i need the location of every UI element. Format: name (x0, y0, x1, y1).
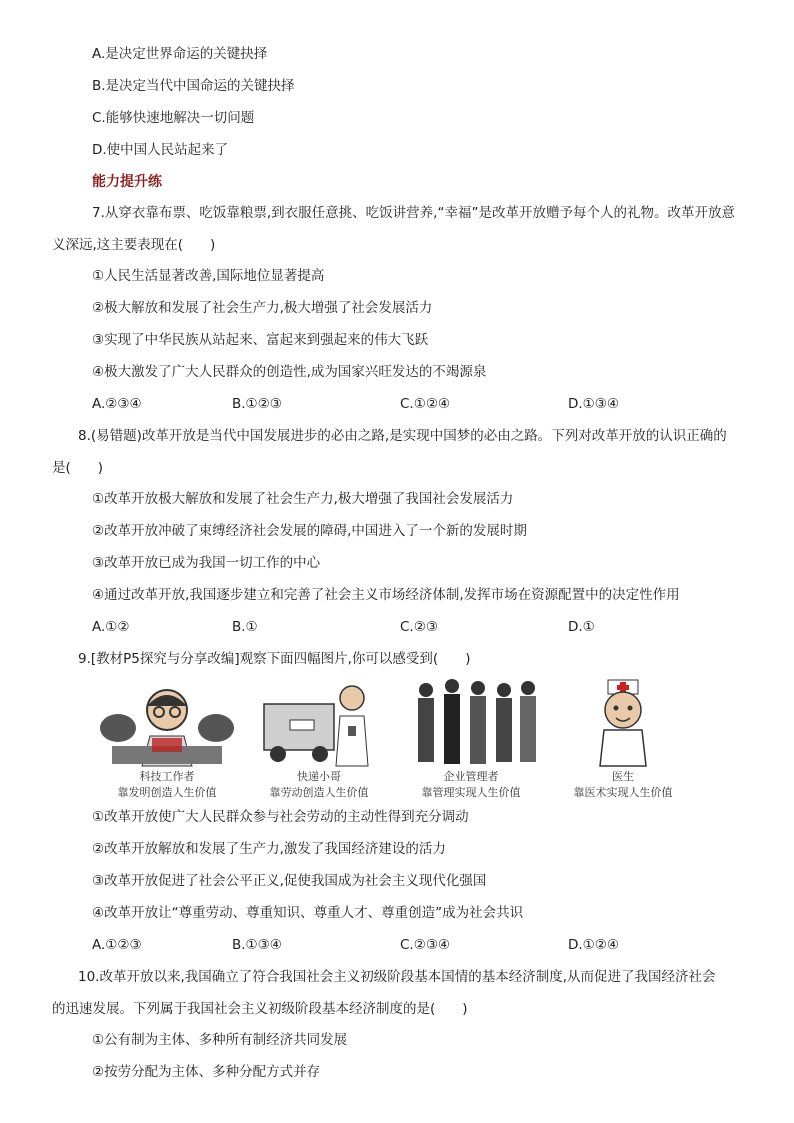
q10-stem-line2: 的迅速发展。下列属于我国社会主义初级阶段基本经济制度的是( ) (52, 1001, 468, 1017)
q8-choice-d: D.① (568, 619, 595, 635)
doctor-illustration (548, 676, 698, 768)
picture-scientist (92, 676, 242, 802)
q8-choice-a: A.①② (92, 619, 130, 635)
picture-scientist-caption: 靠发明创造人生价值 (117, 786, 217, 799)
courier-illustration (244, 676, 394, 768)
picture-courier (244, 676, 394, 802)
picture-scientist-title: 科技工作者 (139, 770, 195, 783)
picture-doctor (548, 676, 698, 802)
q7-choice-d: D.①③④ (568, 396, 619, 412)
q9-item-1: ①改革开放使广大人民群众参与社会劳动的主动性得到充分调动 (92, 809, 469, 825)
picture-managers (396, 676, 546, 802)
q7-choice-a: A.②③④ (92, 396, 142, 412)
q10-item-2: ②按劳分配为主体、多种分配方式并存 (92, 1064, 321, 1080)
q9-choice-a: A.①②③ (92, 937, 142, 953)
option-c: C.能够快速地解决一切问题 (92, 110, 255, 126)
managers-illustration (396, 676, 546, 768)
picture-courier-title: 快递小哥 (297, 770, 341, 783)
q9-choice-c: C.②③④ (400, 937, 451, 953)
q8-item-2: ②改革开放冲破了束缚经济社会发展的障碍,中国进入了一个新的发展时期 (92, 523, 527, 539)
q7-item-4: ④极大激发了广大人民群众的创造性,成为国家兴旺发达的不竭源泉 (92, 364, 487, 380)
q7-item-2: ②极大解放和发展了社会生产力,极大增强了社会发展活力 (92, 300, 433, 316)
q10-stem-line1: 10.改革开放以来,我国确立了符合我国社会主义初级阶段基本国情的基本经济制度,从而促进了我国经济社会 (78, 969, 716, 985)
q9-pictures (92, 676, 700, 802)
picture-doctor-caption: 靠医术实现人生价值 (573, 786, 673, 799)
picture-managers-title: 企业管理者 (443, 770, 499, 783)
q9-choice-d: D.①②④ (568, 937, 619, 953)
q8-choice-c: C.②③ (400, 619, 438, 635)
q9-item-4: ④改革开放让“尊重劳动、尊重知识、尊重人才、尊重创造”成为社会共识 (92, 905, 524, 921)
q10-item-1: ①公有制为主体、多种所有制经济共同发展 (92, 1032, 348, 1048)
q8-choice-b: B.① (232, 619, 258, 635)
q7-stem-line2: 义深远,这主要表现在( ) (52, 237, 216, 253)
picture-doctor-title: 医生 (612, 770, 634, 783)
q9-item-2: ②改革开放解放和发展了生产力,激发了我国经济建设的活力 (92, 841, 446, 857)
q9-choice-b: B.①③④ (232, 937, 282, 953)
q7-choice-c: C.①②④ (400, 396, 451, 412)
q7-stem-line1: 7.从穿衣靠布票、吃饭靠粮票,到衣服任意挑、吃饭讲营养,“幸福”是改革开放赠予每个人的礼物。改革开放意 (92, 205, 735, 221)
option-d: D.使中国人民站起来了 (92, 142, 229, 158)
q8-item-4: ④通过改革开放,我国逐步建立和完善了社会主义市场经济体制,发挥市场在资源配置中的决定性作用 (92, 587, 680, 603)
q7-choice-b: B.①②③ (232, 396, 282, 412)
option-a: A.是决定世界命运的关键抉择 (92, 46, 268, 62)
q9-stem-line1: 9.[教材P5探究与分享改编]观察下面四幅图片,你可以感受到( ) (78, 651, 471, 667)
q7-item-1: ①人民生活显著改善,国际地位显著提高 (92, 268, 325, 284)
scientist-illustration (92, 676, 242, 768)
q9-item-3: ③改革开放促进了社会公平正义,促使我国成为社会主义现代化强国 (92, 873, 487, 889)
q8-item-1: ①改革开放极大解放和发展了社会生产力,极大增强了我国社会发展活力 (92, 491, 514, 507)
section-title: 能力提升练 (92, 174, 162, 190)
option-b: B.是决定当代中国命运的关键抉择 (92, 78, 295, 94)
picture-courier-caption: 靠劳动创造人生价值 (269, 786, 369, 799)
picture-managers-caption: 靠管理实现人生价值 (421, 786, 521, 799)
q7-item-3: ③实现了中华民族从站起来、富起来到强起来的伟大飞跃 (92, 332, 429, 348)
q8-stem-line2: 是( ) (52, 460, 104, 476)
q8-item-3: ③改革开放已成为我国一切工作的中心 (92, 555, 321, 571)
q8-stem-line1: 8.(易错题)改革开放是当代中国发展进步的必由之路,是实现中国梦的必由之路。下列对改革开放的认识正确的 (78, 428, 727, 444)
